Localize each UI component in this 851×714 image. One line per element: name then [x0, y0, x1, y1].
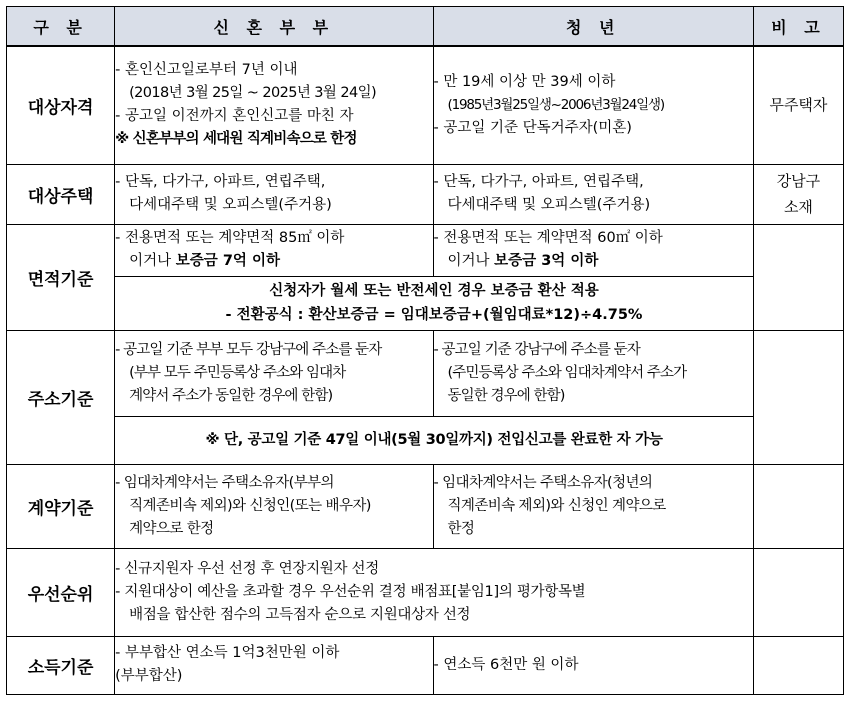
text-line: - 지원대상이 예산을 초과할 경우 우선순위 결정 배점표[붙임1]의 평가항목별	[115, 583, 586, 600]
youth-cell	[433, 464, 753, 548]
text-line: - 혼인신고일로부터 7년 이내	[115, 62, 298, 79]
header-category: 구 분	[7, 7, 115, 47]
category-label: 계약기준	[7, 464, 115, 548]
text-line: 직계존비속 제외)와 신청인(또는 배우자)	[129, 497, 371, 514]
header-newlywed: 신 혼 부 부	[115, 7, 433, 47]
category-label: 대상자격	[7, 46, 115, 164]
row-priority	[7, 548, 844, 636]
text-line: - 단독, 다가구, 아파트, 연립주택,	[433, 174, 644, 190]
newlywed-cell	[115, 46, 433, 164]
text-line: 다세대주택 및 오피스텔(주거용)	[447, 197, 651, 213]
text-line: 다세대주택 및 오피스텔(주거용)	[129, 197, 332, 213]
header-row	[7, 7, 844, 47]
category-label: 소득기준	[7, 636, 115, 694]
text-line: - 전용면적 또는 계약면적 85㎡ 이하	[115, 230, 345, 246]
youth-cell	[433, 330, 753, 416]
newlywed-cell	[115, 164, 433, 224]
text-line: 동일한 경우에 한함)	[447, 387, 565, 404]
row-contract	[7, 464, 844, 548]
text-line: - 공고일 기준 부부 모두 강남구에 주소를 둔자	[115, 341, 382, 358]
text-line: - 부부합산 연소득 1억3천만원 이하	[115, 645, 340, 661]
text-line: (부부 모두 주민등록상 주소와 임대차	[129, 364, 346, 381]
conversion-note	[115, 276, 754, 330]
note-cell	[753, 636, 843, 694]
text-line: ※ 신혼부부의 세대원 직계비속으로 한정	[115, 131, 357, 148]
row-area	[7, 224, 844, 276]
note-cell	[753, 224, 843, 330]
youth-cell	[433, 636, 753, 694]
requirements-table	[6, 6, 844, 695]
text-line: - 만 19세 이상 만 39세 이하	[433, 73, 616, 90]
youth-cell	[433, 224, 753, 276]
text-line: (1985년3월25일생~2006년3월24일생)	[447, 96, 664, 113]
category-label: 우선순위	[7, 548, 115, 636]
text-line: 계약서 주소가 동일한 경우에 한함)	[129, 387, 333, 404]
row-housing	[7, 164, 844, 224]
note-cell	[753, 464, 843, 548]
text-line: - 연소득 6천만 원 이하	[433, 656, 579, 673]
note-cell	[753, 164, 843, 224]
text-line: - 전환공식 : 환산보증금 = 임대보증금+(월임대료*12)÷4.75%	[225, 307, 643, 323]
text-line: (2018년 3월 25일 ~ 2025년 3월 24일)	[129, 85, 377, 102]
note-cell	[753, 548, 843, 636]
note-cell: 무주택자	[753, 46, 843, 164]
newlywed-cell	[115, 636, 433, 694]
text-line: 이거나 보증금 7억 이하	[129, 253, 280, 269]
row-address-common	[7, 416, 844, 464]
text-line: - 공고일 이전까지 혼인신고를 마친 자	[115, 108, 354, 125]
header-note: 비 고	[753, 7, 843, 47]
text-line: (부부합산)	[115, 668, 183, 684]
youth-cell	[433, 46, 753, 164]
text-line: - 공고일 기준 강남구에 주소를 둔자	[433, 341, 640, 358]
row-address	[7, 330, 844, 416]
text-line: 배점을 합산한 점수의 고득점자 순으로 지원대상자 선정	[129, 606, 471, 623]
note-cell	[753, 330, 843, 464]
text-line: - 공고일 기준 단독거주자(미혼)	[433, 119, 632, 136]
row-area-common	[7, 276, 844, 330]
text-line: 한정	[447, 520, 475, 537]
newlywed-cell	[115, 464, 433, 548]
header-youth: 청 년	[433, 7, 753, 47]
text-line: - 전용면적 또는 계약면적 60㎡ 이하	[433, 230, 663, 246]
row-income	[7, 636, 844, 694]
row-eligibility	[7, 46, 844, 164]
text-line: - 임대차계약서는 주택소유자(청년의	[433, 474, 653, 491]
text-line: - 단독, 다가구, 아파트, 연립주택,	[115, 174, 326, 190]
category-label: 면적기준	[7, 224, 115, 330]
newlywed-cell	[115, 330, 433, 416]
newlywed-cell	[115, 224, 433, 276]
text-line: - 신규지원자 우선 선정 후 연장지원자 선정	[115, 560, 379, 577]
text-line: 계약으로 한정	[129, 520, 214, 537]
priority-cell	[115, 548, 754, 636]
text-line: 직계존비속 제외)와 신청인 계약으로	[447, 497, 666, 514]
text-line: 신청자가 월세 또는 반전세인 경우 보증금 환산 적용	[269, 283, 599, 299]
move-in-note: ※ 단, 공고일 기준 47일 이내(5월 30일까지) 전입신고를 완료한 자 가능	[115, 416, 754, 464]
category-label: 대상주택	[7, 164, 115, 224]
text-line: 소재	[783, 198, 813, 216]
text-line: 이거나 보증금 3억 이하	[447, 253, 599, 269]
text-line: (주민등록상 주소와 임대차계약서 주소가	[447, 364, 687, 381]
category-label: 주소기준	[7, 330, 115, 464]
text-line: - 임대차계약서는 주택소유자(부부의	[115, 474, 334, 491]
youth-cell	[433, 164, 753, 224]
text-line: 강남구	[776, 172, 821, 190]
